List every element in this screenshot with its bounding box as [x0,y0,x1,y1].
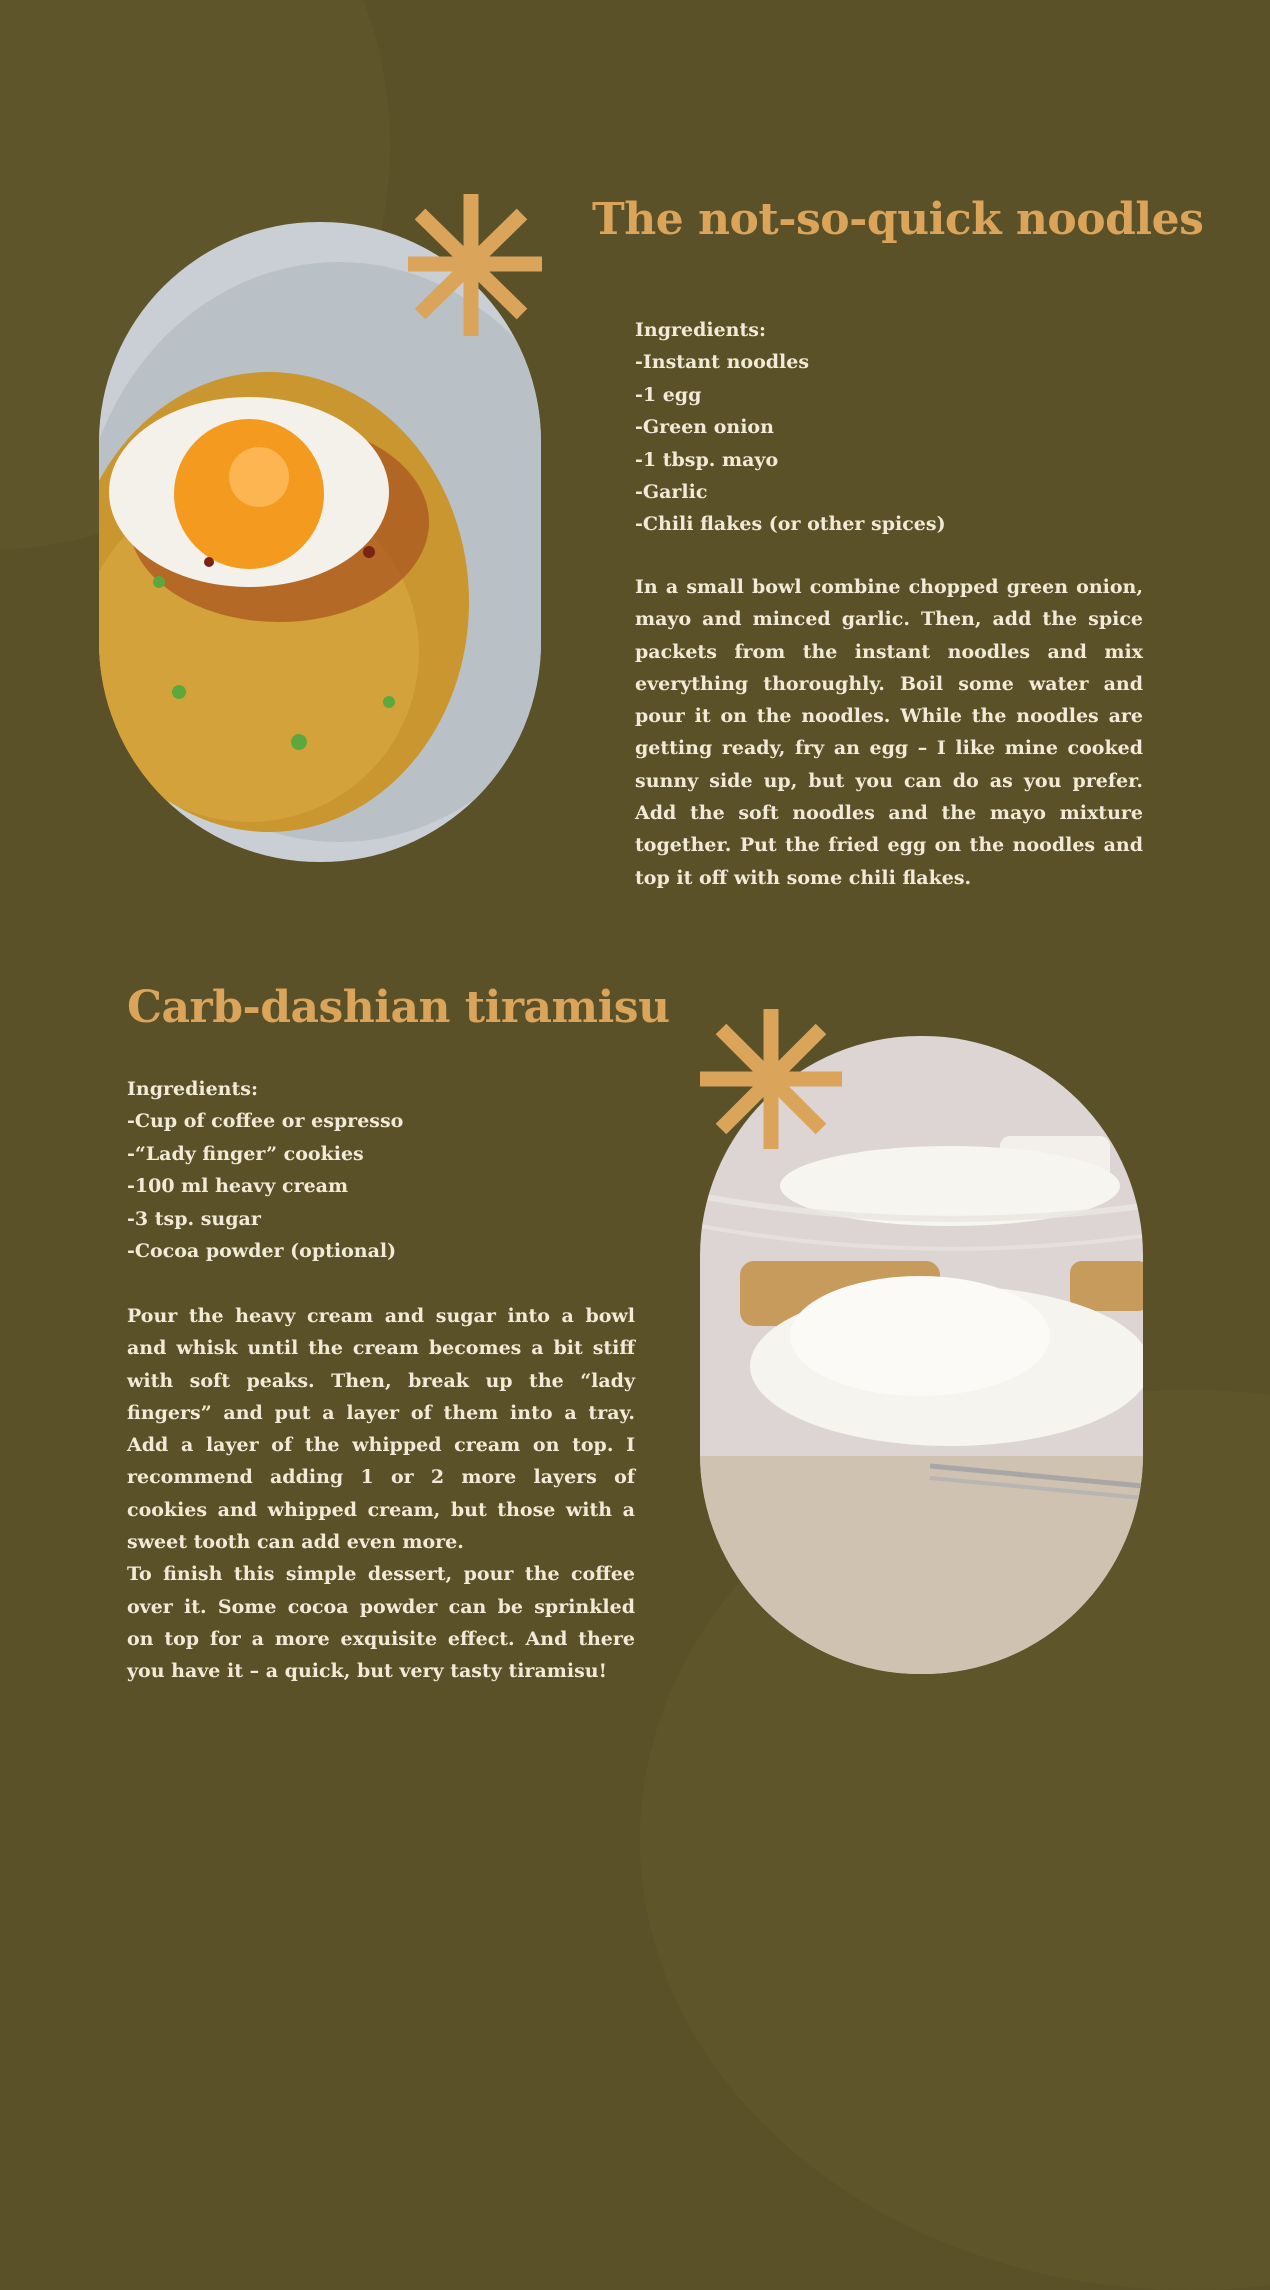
ingredient-item: -Cup of coffee or espresso [127,1110,404,1133]
recipe-method [127,1300,635,1688]
ingredient-item: -100 ml heavy cream [127,1175,349,1198]
ingredients-heading: Ingredients: [635,319,766,341]
recipe-method [635,571,1143,894]
method-paragraph: Pour the heavy cream and sugar into a bowl and whisk until the cream becomes a bit stiff with soft peaks. Then, break up the “lady fingers” and put a layer of them into a tray. Add a layer of the whipped cream on top. I recommend adding 1 or 2 more layers of cookies and whipped cream, but those with a sweet tooth can add even more. [127,1305,635,1554]
ingredient-item: -1 tbsp. mayo [635,448,779,471]
recipe-title: Carb-dashian tiramisu [127,982,670,1033]
ingredients-heading: Ingredients: [127,1078,258,1100]
ingredient-item: -1 egg [635,383,702,406]
ingredient-item: -“Lady finger” cookies [127,1142,364,1165]
ingredient-item: -Garlic [635,481,708,504]
ingredients-list [635,314,946,541]
method-paragraph: To finish this simple dessert, pour the coffee over it. Some cocoa powder can be sprinkled on top for a more exquisite effect. And there you have it – a quick, but very tasty tiramisu! [127,1563,635,1683]
method-paragraph: In a small bowl combine chopped green onion, mayo and minced garlic. Then, add the spice packets from the instant noodles and mix everything thoroughly. Boil some water and pour it on the noodles. While the noodles are getting ready, fry an egg – I like mine cooked sunny side up, but you can do as you prefer. Add the soft noodles and the mayo mixture together. Put the fried egg on the noodles and top it off with some chili flakes. [635,576,1143,889]
ingredient-item: -Instant noodles [635,351,810,374]
asterisk-icon [696,1005,846,1153]
asterisk-icon [408,190,548,340]
ingredients-list [127,1073,403,1267]
ingredient-item: -3 tsp. sugar [127,1207,261,1230]
recipe-title: The not-so-quick noodles [592,194,1204,245]
ingredient-item: -Chili flakes (or other spices) [635,513,946,536]
ingredient-item: -Green onion [635,416,774,439]
ingredient-item: -Cocoa powder (optional) [127,1240,397,1263]
